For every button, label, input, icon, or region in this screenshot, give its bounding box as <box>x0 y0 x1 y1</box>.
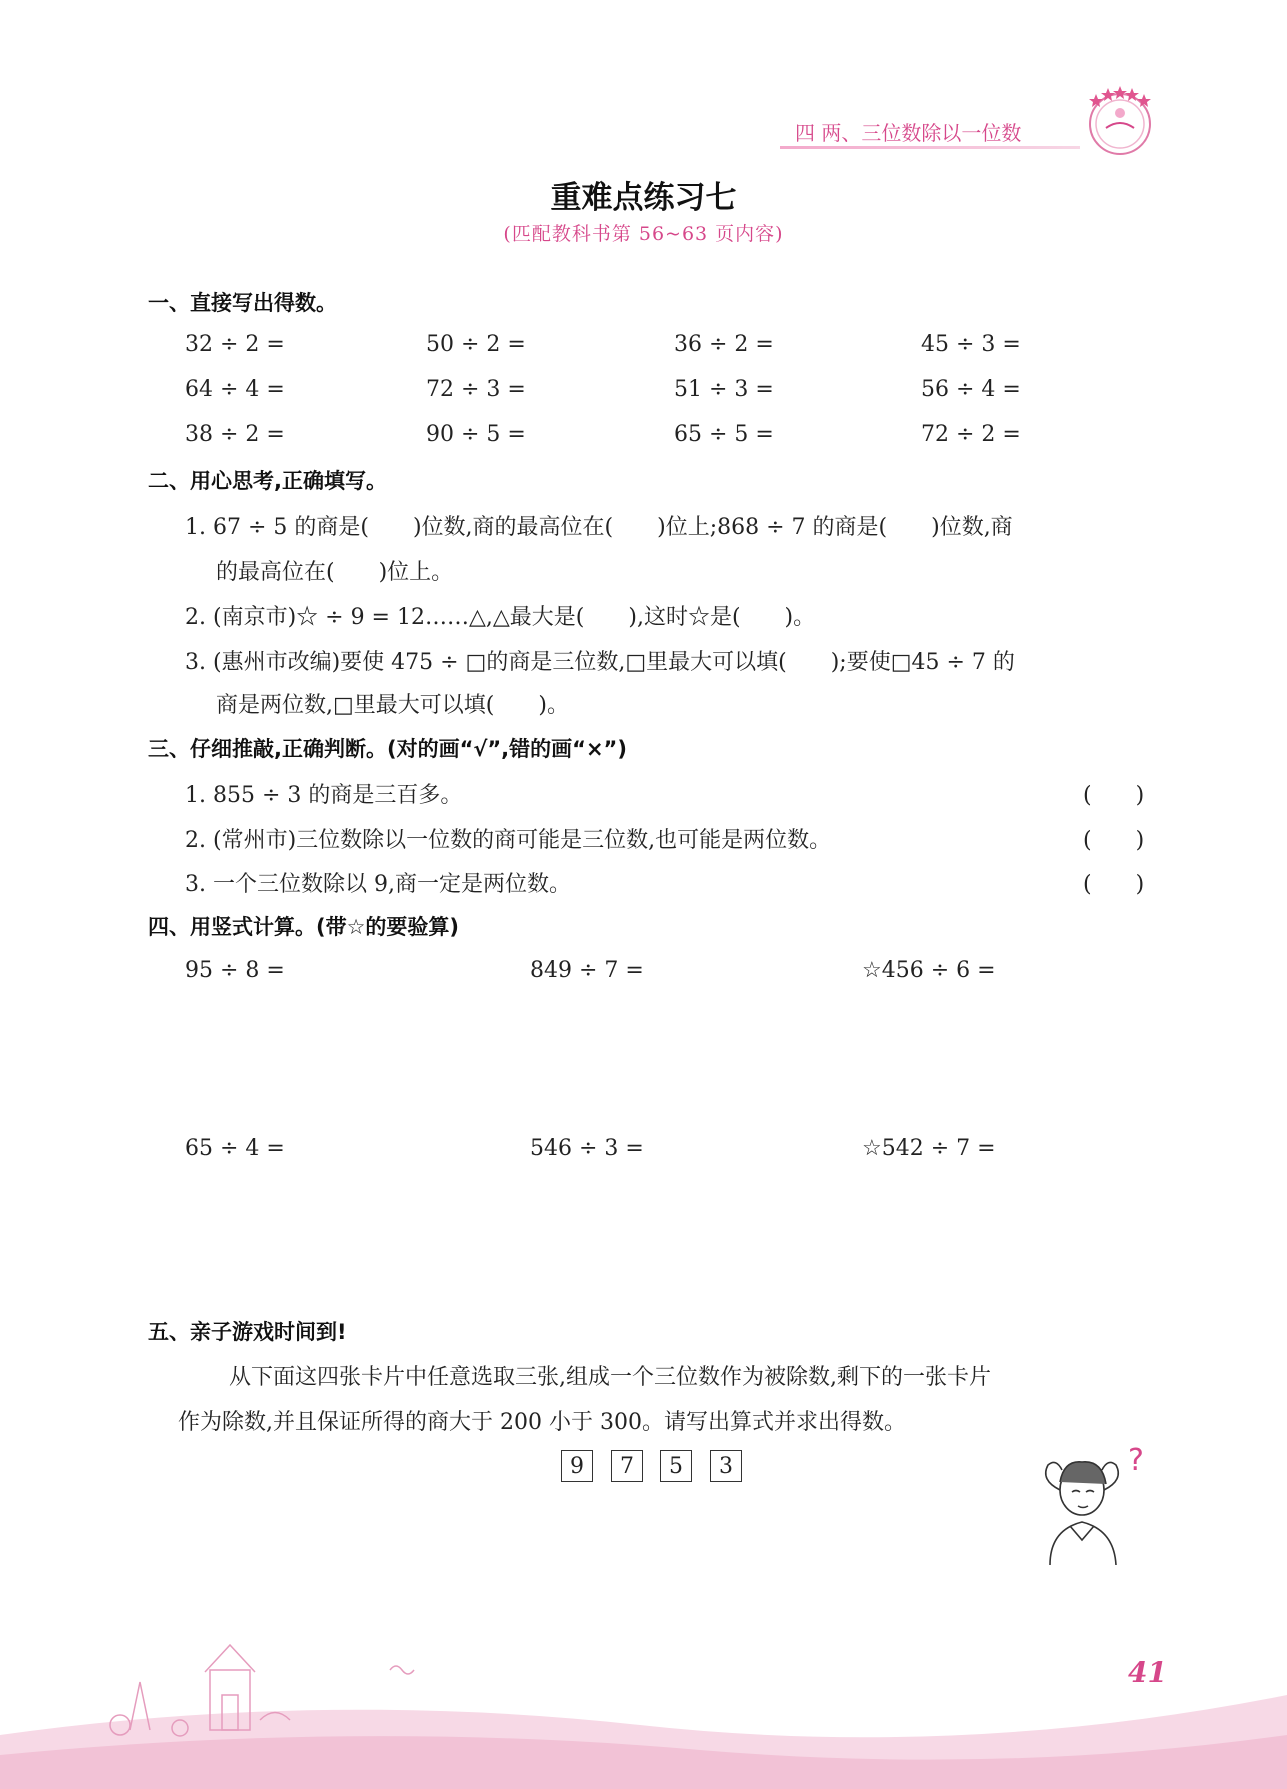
oral-expr: 50 ÷ 2 = <box>426 332 526 357</box>
vertical-calc-expr: ☆456 ÷ 6 = <box>862 958 996 983</box>
number-card[interactable]: 5 <box>660 1450 692 1482</box>
judge-answer-paren[interactable]: ( ) <box>1083 783 1145 808</box>
game-instruction-line: 作为除数,并且保证所得的商大于 200 小于 300。请写出算式并求出得数。 <box>178 1410 906 1435</box>
thinking-boy-icon <box>1020 1440 1170 1570</box>
fill-question-line: 2. (南京市)☆ ÷ 9 = 12……△,△最大是( ),这时☆是( )。 <box>185 605 816 630</box>
section4-title: 四、用竖式计算。(带☆的要验算) <box>148 915 460 939</box>
vertical-calc-expr: 65 ÷ 4 = <box>185 1136 285 1161</box>
judge-answer-paren[interactable]: ( ) <box>1083 872 1145 897</box>
oral-expr: 65 ÷ 5 = <box>674 422 774 447</box>
header-divider <box>780 146 1080 149</box>
game-instruction-line: 从下面这四张卡片中任意选取三张,组成一个三位数作为被除数,剩下的一张卡片 <box>229 1365 991 1390</box>
oral-expr: 72 ÷ 2 = <box>921 422 1021 447</box>
vertical-calc-expr: 546 ÷ 3 = <box>530 1136 644 1161</box>
chapter-title: 四 两、三位数除以一位数 <box>795 121 1022 145</box>
oral-expr: 72 ÷ 3 = <box>426 377 526 402</box>
fill-question-line: 的最高位在( )位上。 <box>216 560 454 585</box>
section2-title: 二、用心思考,正确填写。 <box>148 469 387 493</box>
oral-expr: 38 ÷ 2 = <box>185 422 285 447</box>
judge-item-text: 2. (常州市)三位数除以一位数的商可能是三位数,也可能是两位数。 <box>185 828 832 853</box>
oral-expr: 56 ÷ 4 = <box>921 377 1021 402</box>
vertical-calc-expr: 849 ÷ 7 = <box>530 958 644 983</box>
judge-answer-paren[interactable]: ( ) <box>1083 828 1145 853</box>
vertical-calc-expr: 95 ÷ 8 = <box>185 958 285 983</box>
oral-expr: 90 ÷ 5 = <box>426 422 526 447</box>
fill-question-line: 1. 67 ÷ 5 的商是( )位数,商的最高位在( )位上;868 ÷ 7 的商是( )位数,商 <box>185 515 1013 540</box>
number-card[interactable]: 9 <box>561 1450 593 1482</box>
section5-title: 五、亲子游戏时间到! <box>148 1320 347 1344</box>
number-card[interactable]: 7 <box>611 1450 643 1482</box>
judge-item-text: 1. 855 ÷ 3 的商是三百多。 <box>185 783 463 808</box>
svg-text:?: ? <box>1128 1443 1144 1478</box>
fill-question-line: 商是两位数,□里最大可以填( )。 <box>216 693 569 718</box>
oral-expr: 32 ÷ 2 = <box>185 332 285 357</box>
badge-logo-icon <box>1080 80 1160 160</box>
oral-expr: 45 ÷ 3 = <box>921 332 1021 357</box>
vertical-calc-expr: ☆542 ÷ 7 = <box>862 1136 996 1161</box>
oral-expr: 51 ÷ 3 = <box>674 377 774 402</box>
fill-question-line: 3. (惠州市改编)要使 475 ÷ □的商是三位数,□里最大可以填( );要使□45 ÷ 7 的 <box>185 650 1015 675</box>
page-number: 41 <box>1128 1656 1167 1689</box>
oral-expr: 36 ÷ 2 = <box>674 332 774 357</box>
oral-expr: 64 ÷ 4 = <box>185 377 285 402</box>
section3-title: 三、仔细推敲,正确判断。(对的画“√”,错的画“×”) <box>148 737 627 761</box>
page-title: 重难点练习七 <box>550 180 737 216</box>
section1-title: 一、直接写出得数。 <box>148 291 337 315</box>
footer-wave-decoration <box>0 1640 1287 1789</box>
number-card[interactable]: 3 <box>710 1450 742 1482</box>
page-subtitle: (匹配教科书第 56~63 页内容) <box>503 223 784 245</box>
judge-item-text: 3. 一个三位数除以 9,商一定是两位数。 <box>185 872 571 897</box>
